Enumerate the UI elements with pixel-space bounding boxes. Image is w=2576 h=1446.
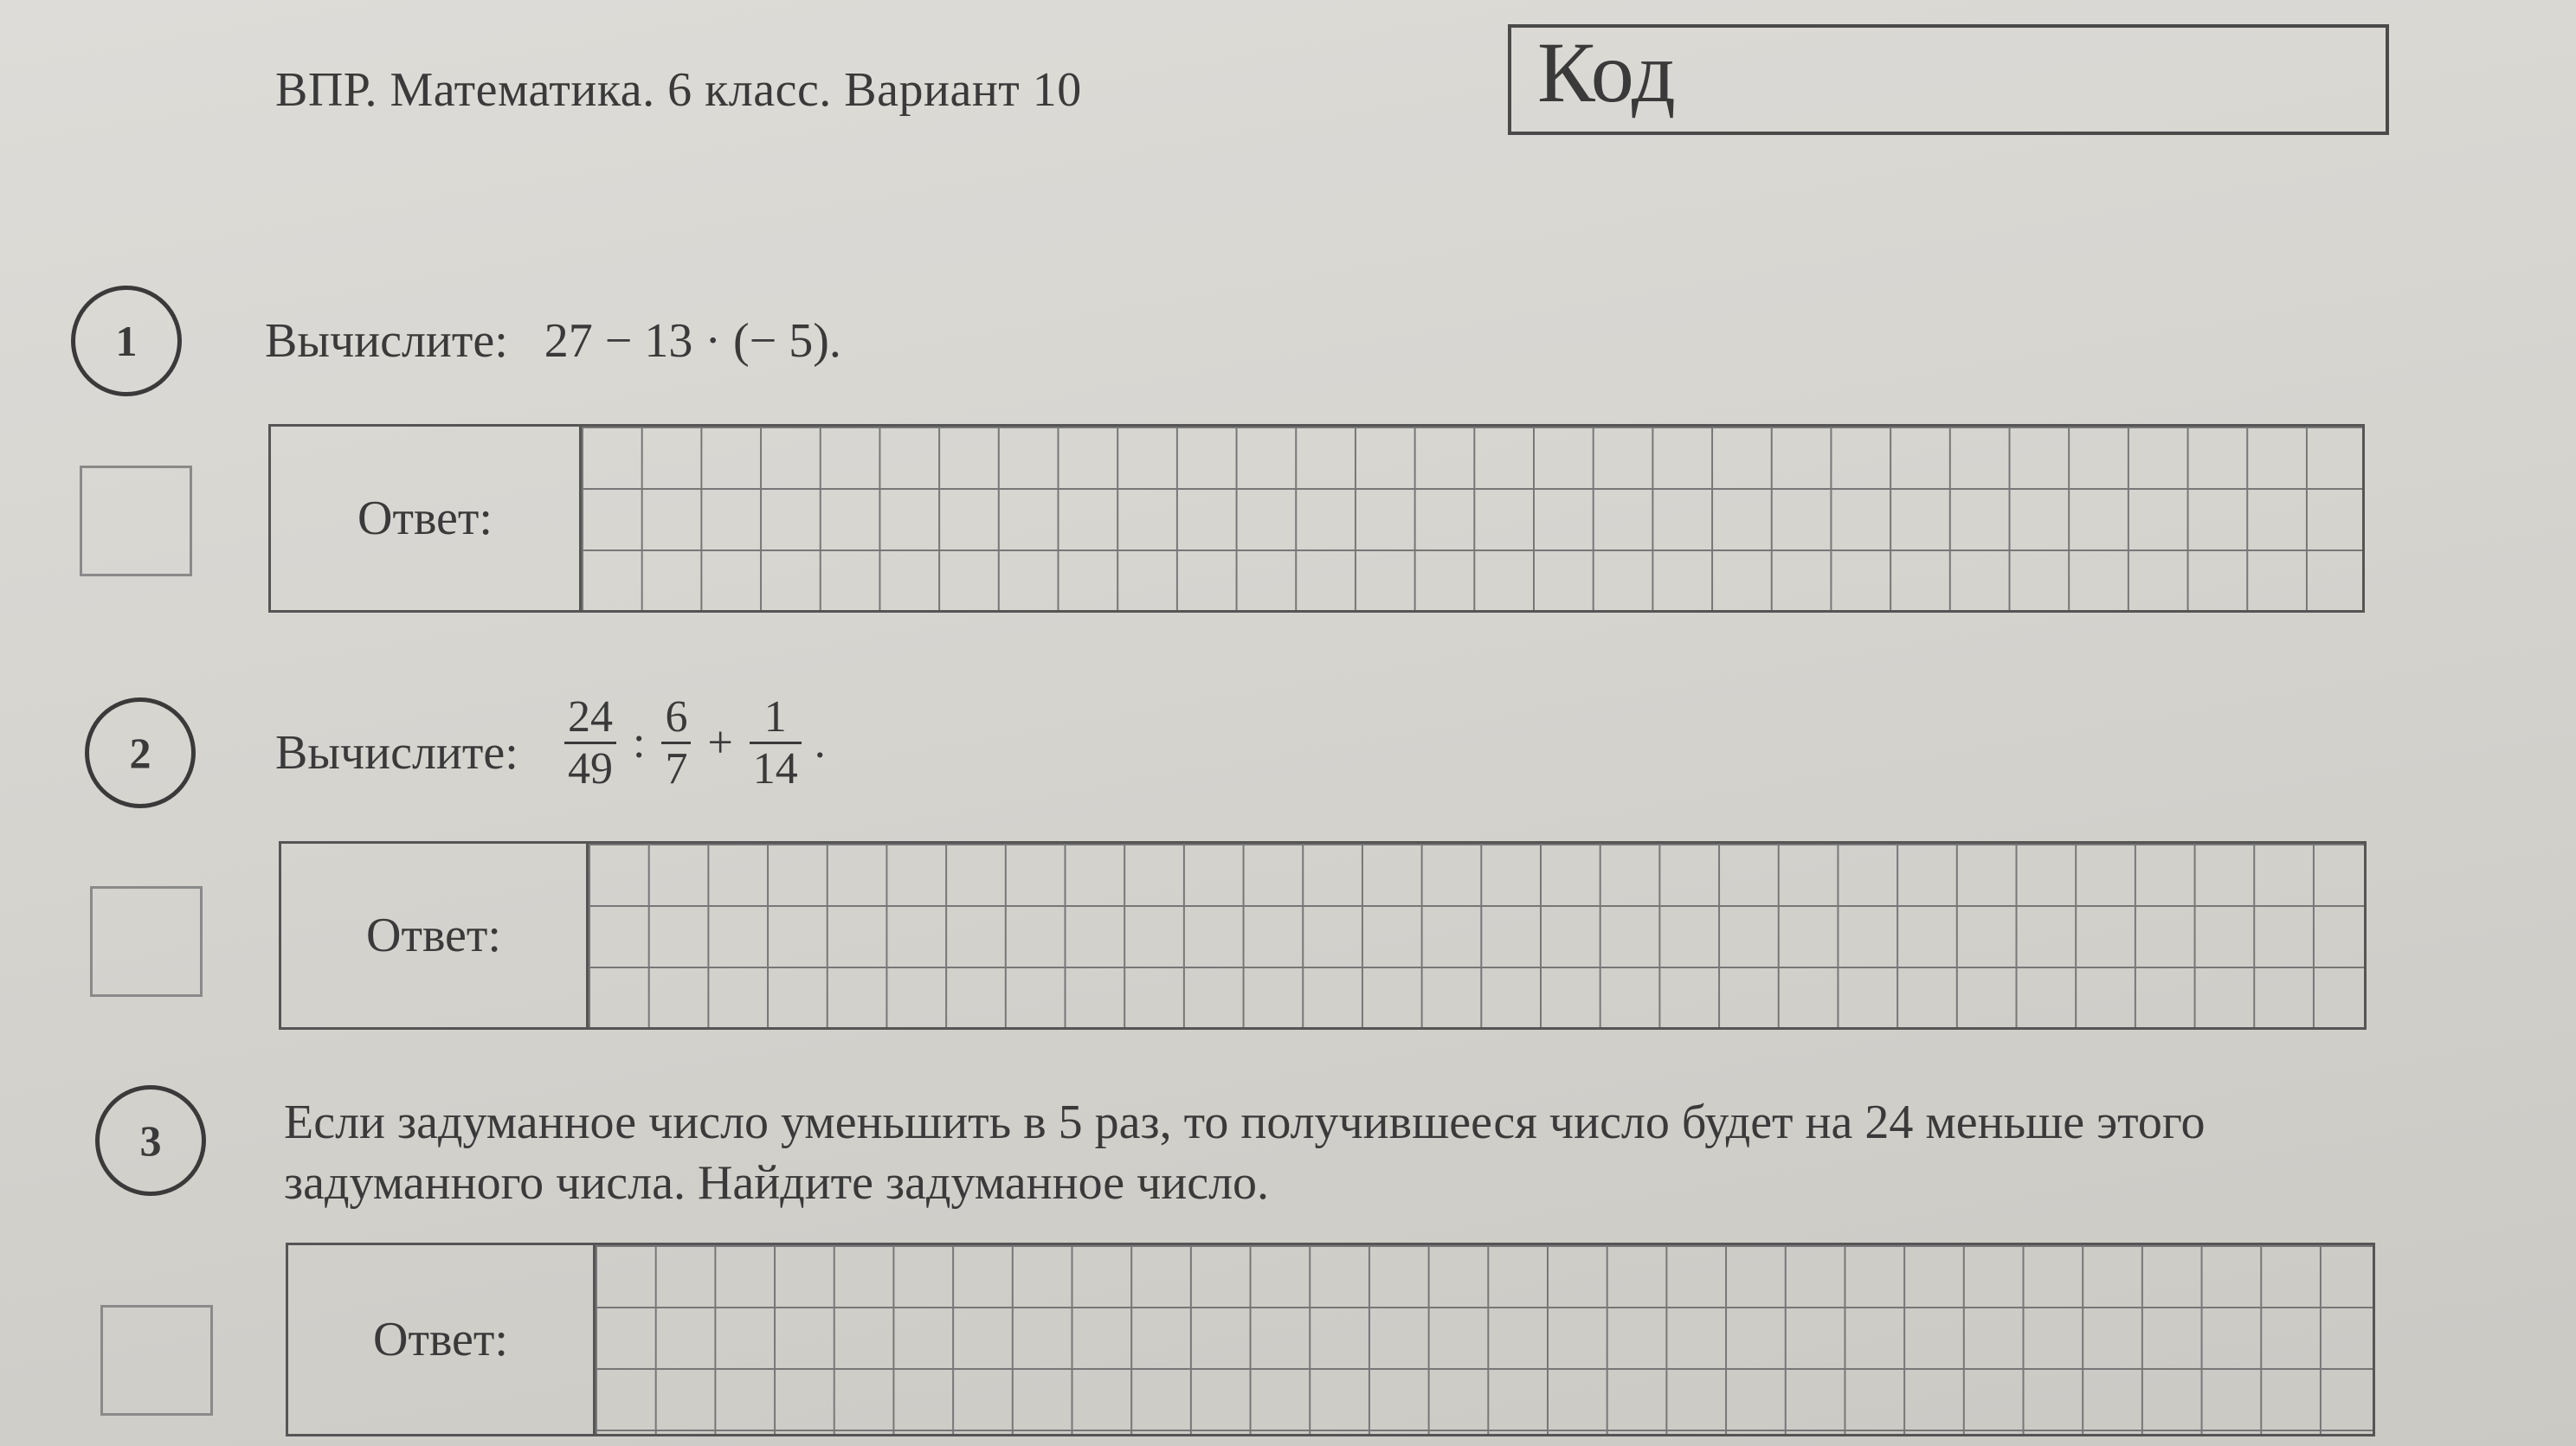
fraction-1-denominator: 49 — [568, 744, 613, 794]
answer-label-1: Ответ: — [357, 492, 493, 545]
fraction-2 — [661, 692, 691, 794]
answer-label-2: Ответ: — [366, 909, 501, 962]
score-box-3[interactable] — [100, 1305, 213, 1416]
score-box-2[interactable] — [90, 886, 203, 997]
score-box-1[interactable] — [80, 466, 192, 576]
plus-operator: + — [707, 718, 733, 768]
task-1-label: Вычислите: — [265, 314, 508, 368]
task-2-expression — [564, 692, 831, 794]
answer-grid-2[interactable] — [586, 844, 2364, 1027]
task-2-label: Вычислите: — [275, 726, 518, 780]
page-title: ВПР. Математика. 6 класс. Вариант 10 — [275, 63, 1082, 117]
task-number-1: 1 — [71, 286, 182, 396]
task-number-2: 2 — [85, 697, 196, 808]
task-number-3: 3 — [95, 1085, 206, 1196]
fraction-3-numerator: 1 — [750, 692, 802, 744]
task-1-prompt — [265, 313, 841, 369]
period: . — [814, 718, 826, 768]
task-1-expression: 27 − 13 · (− 5). — [544, 314, 841, 368]
divide-operator: : — [633, 718, 646, 768]
fraction-2-numerator: 6 — [661, 692, 691, 744]
answer-frame-1 — [268, 424, 2365, 613]
answer-grid-1[interactable] — [579, 427, 2362, 610]
answer-grid-3[interactable] — [593, 1245, 2373, 1434]
code-field[interactable] — [1508, 24, 2389, 135]
code-label: Код — [1537, 24, 1676, 120]
fraction-1-numerator: 24 — [564, 692, 616, 744]
answer-frame-2 — [279, 841, 2367, 1030]
fraction-3-denominator: 14 — [752, 744, 798, 794]
fraction-1 — [564, 692, 616, 794]
answer-label-3: Ответ: — [373, 1313, 508, 1366]
fraction-3 — [750, 692, 802, 794]
fraction-2-denominator: 7 — [665, 744, 688, 794]
answer-frame-3 — [286, 1243, 2375, 1436]
task-3-text: Если задуманное число уменьшить в 5 раз, то получившееся число будет на 24 меньше этого задуманного числа. Найдите задуманное число. — [284, 1096, 2206, 1210]
